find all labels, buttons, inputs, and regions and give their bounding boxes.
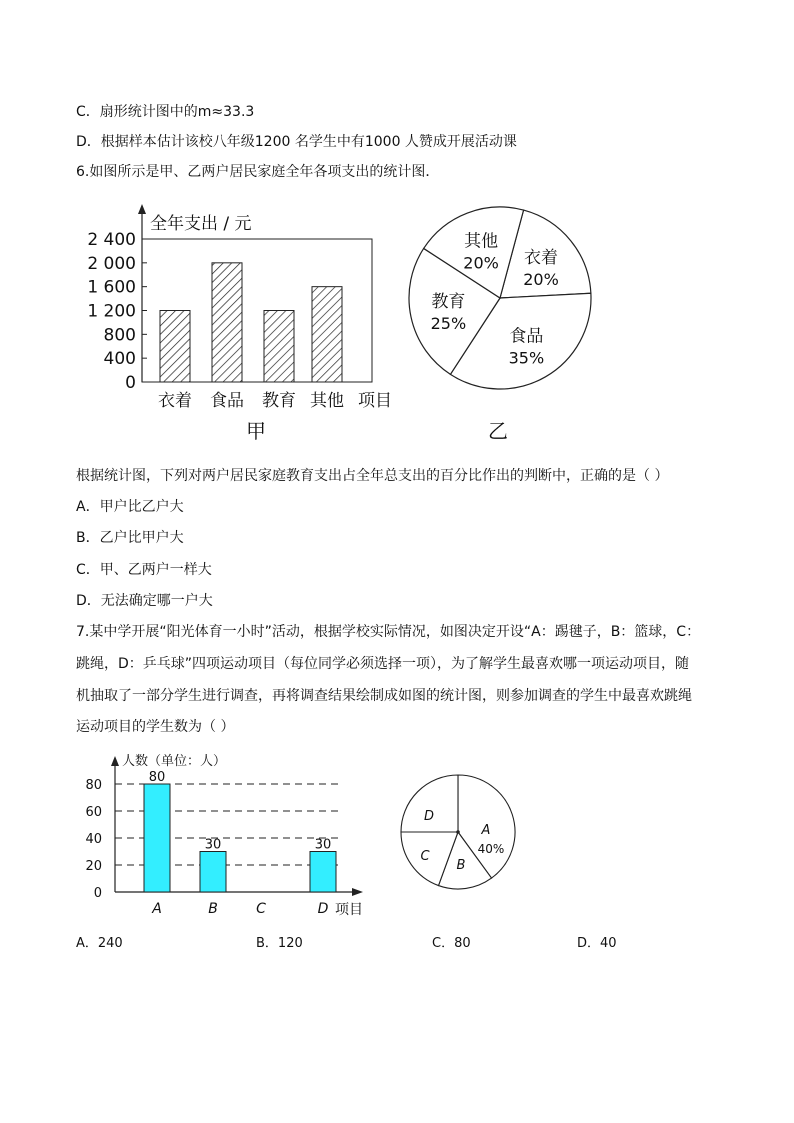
data-label: 30	[314, 837, 332, 853]
y-tick-label: 60	[85, 805, 102, 820]
q7-option-d: D．40	[577, 936, 617, 951]
pie-label: 衣着	[524, 247, 559, 268]
q6-option-a: A．甲户比乙户大	[76, 499, 184, 515]
q7-bar-chart	[80, 746, 380, 921]
y-tick-label: 20	[85, 859, 102, 874]
x-axis-label: 项目	[358, 391, 392, 411]
data-label: 30	[204, 837, 222, 853]
bar-衣着	[160, 311, 190, 383]
y-tick-label: 400	[103, 349, 136, 370]
pie-label: 食品	[509, 326, 544, 347]
y-tick-label: 2 000	[87, 253, 136, 274]
q7-option-c: C．80	[432, 936, 471, 951]
pie-value-label: 20%	[523, 269, 559, 289]
x-tick-label: D	[317, 901, 329, 917]
chart-caption-jia: 甲	[246, 419, 266, 443]
pie-label: 其他	[464, 231, 499, 252]
y-tick-label: 0	[125, 373, 136, 393]
bar-其他	[312, 287, 342, 382]
x-axis-arrow	[352, 888, 363, 896]
prev-option-d: D．根据样本估计该校八年级1200 名学生中有1000 人赞成开展活动课	[76, 134, 517, 150]
q6-question: 根据统计图，下列对两户居民家庭教育支出占全年总支出的百分比作出的判断中，正确的是（ ）	[76, 468, 669, 484]
chart-caption-yi: 乙	[488, 419, 508, 443]
y-axis-label: 人数（单位：人）	[122, 754, 227, 769]
pie-value-label: 20%	[463, 253, 499, 273]
x-tick-label: A	[152, 901, 162, 917]
data-label: 80	[148, 770, 166, 785]
q7-option-a: A．240	[76, 936, 123, 951]
y-axis-label: 全年支出 / 元	[150, 214, 252, 234]
x-tick-label: 教育	[262, 391, 296, 411]
q7-stem-line-4: 运动项目的学生数为（ ）	[76, 719, 235, 735]
y-tick-label: 1 600	[87, 277, 136, 298]
pie-value-label: 35%	[508, 348, 545, 368]
q7-stem-line-2: 跳绳，D：乒乓球”四项运动项目（每位同学必须选择一项），为了解学生最喜欢哪一项运动项目，随	[76, 656, 690, 672]
q6-stem: 6.如图所示是甲、乙两户居民家庭全年各项支出的统计图．	[76, 164, 440, 180]
bar-A	[144, 784, 170, 892]
q6-option-d: D．无法确定哪一户大	[76, 593, 213, 609]
q7-stem-line-3: 机抽取了一部分学生进行调查，再将调查结果绘制成如图的统计图，则参加调查的学生中最喜欢跳绳	[76, 688, 692, 704]
y-tick-label: 80	[85, 778, 102, 793]
y-tick-label: 40	[85, 832, 102, 847]
y-tick-label: 0	[93, 886, 102, 901]
bar-食品	[212, 263, 242, 382]
y-tick-label: 2 400	[87, 230, 136, 250]
x-tick-label: 其他	[310, 391, 344, 411]
x-tick-label: 衣着	[158, 391, 192, 411]
bar-D	[310, 852, 336, 893]
bar-B	[200, 852, 226, 893]
x-axis-label: 项目	[335, 902, 363, 918]
y-axis-arrow	[111, 756, 119, 766]
q7-pie-chart	[398, 774, 523, 896]
y-tick-label: 800	[103, 325, 136, 346]
pie-label: C	[420, 849, 430, 864]
y-axis-arrow	[138, 204, 146, 214]
bar-教育	[264, 311, 294, 383]
q6-option-b: B．乙户比甲户大	[76, 530, 184, 546]
pie-value-label: 25%	[430, 313, 467, 333]
x-tick-label: 食品	[210, 391, 244, 411]
pie-label: B	[456, 858, 466, 873]
q7-stem-line-1: 7.某中学开展“阳光体育一小时”活动，根据学校实际情况，如图决定开设“A：踢毽子，B：篮球，C：	[76, 624, 701, 640]
q6-pie-chart-yi	[400, 200, 600, 450]
q6-option-c: C．甲、乙两户一样大	[76, 562, 212, 578]
x-tick-label: C	[256, 901, 266, 917]
x-tick-label: B	[208, 901, 218, 917]
q6-bar-chart-jia	[82, 200, 402, 450]
pie-value-label: 40%	[477, 842, 505, 856]
pie-label: A	[481, 823, 491, 838]
pie-label: D	[423, 809, 435, 824]
q7-option-b: B．120	[256, 936, 303, 951]
pie-center-dot	[456, 830, 460, 834]
prev-option-c: C．扇形统计图中的m≈33.3	[76, 104, 255, 120]
pie-label: 教育	[431, 291, 466, 312]
y-tick-label: 1 200	[87, 301, 136, 322]
